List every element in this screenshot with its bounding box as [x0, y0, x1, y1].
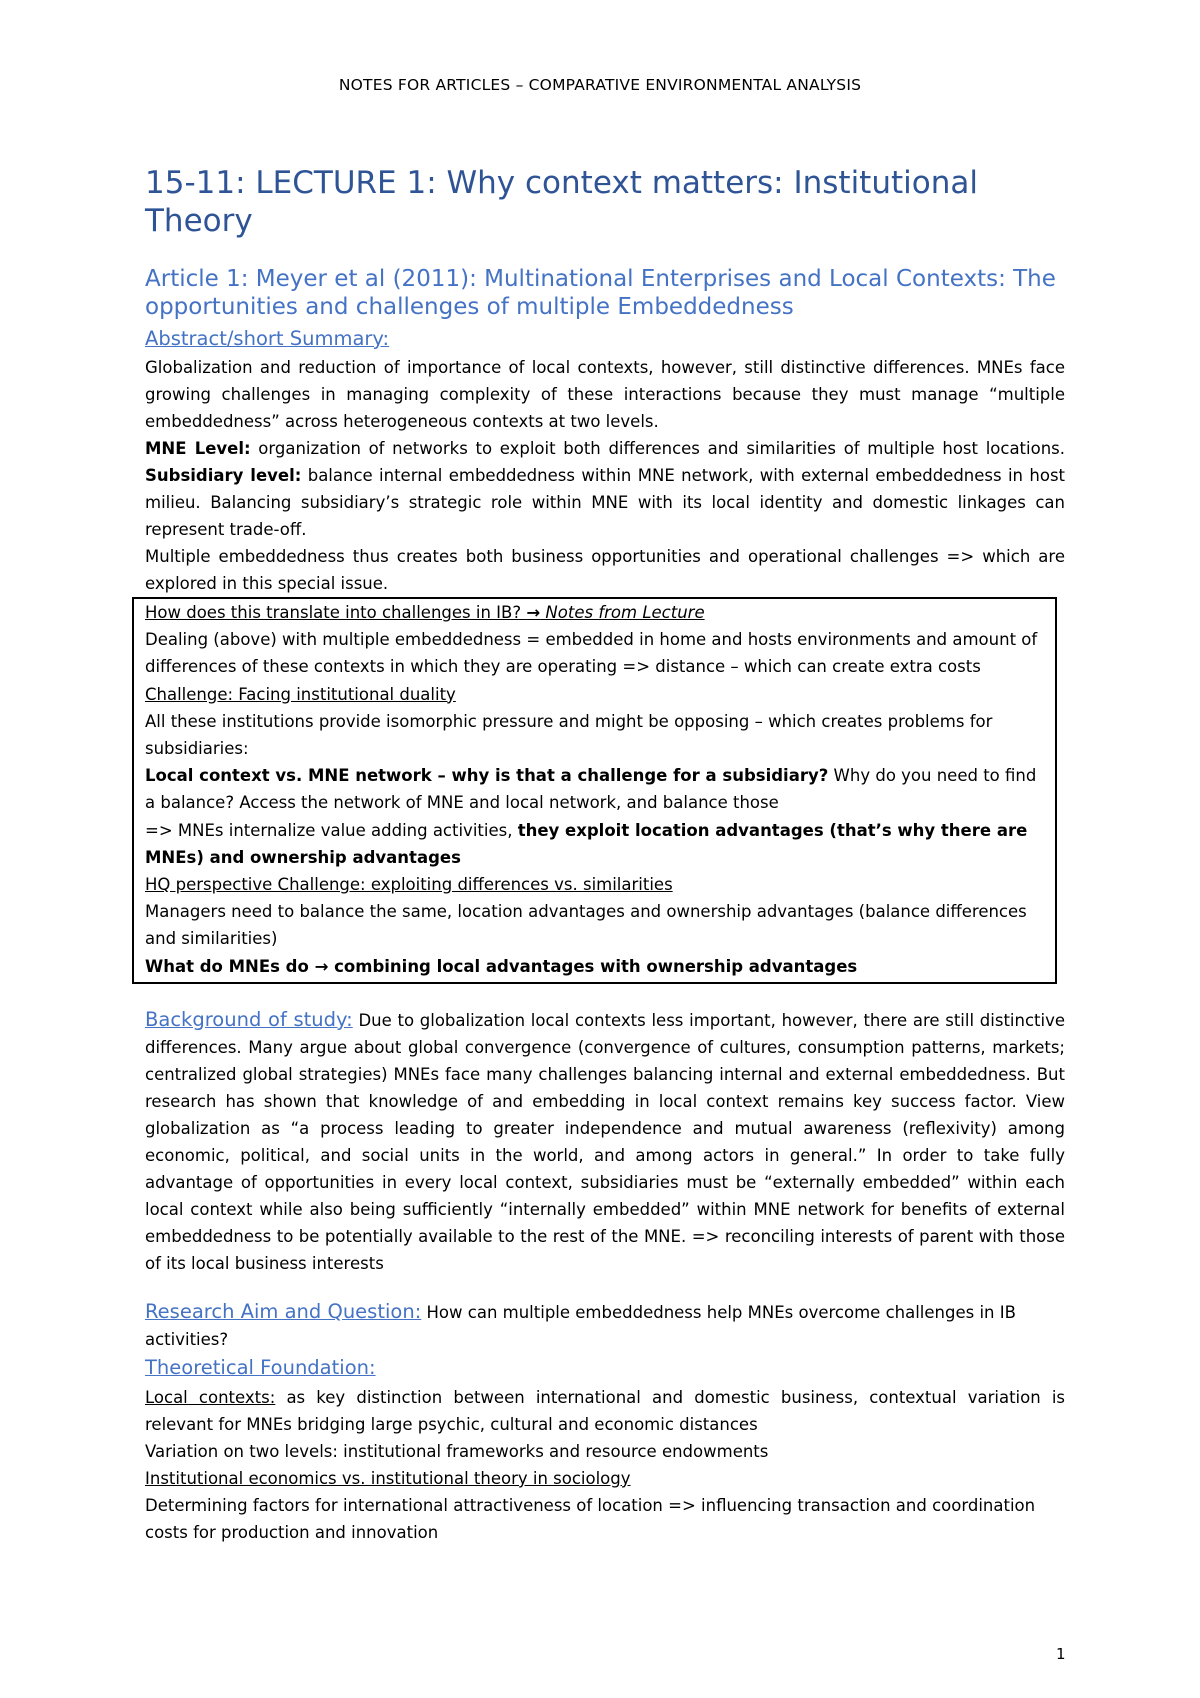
institutional-heading: Institutional economics vs. institutional theory in sociology: [145, 1468, 631, 1488]
research-heading: Research Aim and Question:: [145, 1299, 422, 1323]
box-combining-text: combining local advantages with ownership advantages: [328, 956, 858, 976]
lecture-title: 15-11: LECTURE 1: Why context matters: Institutional Theory: [145, 165, 978, 239]
box-paragraph-distance: Dealing (above) with multiple embeddedness = embedded in home and hosts environments and amount of differences of these contexts in which they are operating => distance – which can create extra costs: [145, 630, 1038, 677]
theory-heading: Theoretical Foundation:: [145, 1355, 376, 1379]
research-section: [145, 1298, 1065, 1353]
box-paragraph-internalize: [145, 817, 1045, 871]
box-challenge-duality: Challenge: Facing institutional duality: [145, 684, 456, 704]
box-local-context-text: Why do you need to find a balance? Access the network of MNE and local network, and balance those: [145, 766, 1037, 813]
abstract-heading: Abstract/short Summary:: [145, 327, 390, 350]
page-number: 1: [1056, 1645, 1066, 1663]
embeddedness-paragraph: Multiple embeddedness thus creates both business opportunities and operational challenges => which are explored in this special issue.: [145, 547, 1065, 593]
box-question-notes: Notes from Lecture: [540, 603, 705, 622]
box-internalize-bold: they exploit location advantages (that’s why there are MNEs) and ownership advantages: [145, 820, 1028, 867]
box-internalize-text: => MNEs internalize value adding activities,: [145, 820, 518, 840]
theory-section: [145, 1353, 1065, 1546]
research-text: How can multiple embeddedness help MNEs overcome challenges in IB activities?: [145, 1302, 1016, 1349]
box-paragraph-managers: Managers need to balance the same, location advantages and ownership advantages (balance differences and similarities): [145, 902, 1027, 949]
mne-level-label: MNE Level:: [145, 439, 251, 458]
abstract-section: [145, 325, 1065, 597]
background-text: Due to globalization local contexts less important, however, there are still distinctive differences. Many argue about global convergence (convergence of cultures, consumption patterns, markets; centralized global strategies) MNEs face many challenges balancing internal and external embeddedness. But research has shown that knowledge of and embedding in local context remains key success factor. View globalization as “a process leading to greater independence and mutual awareness (reflexivity) among economic, political, and social units in the world, and among actors in general.” In order to take fully advantage of opportunities in every local context, subsidiaries must be “externally embedded” within each local context while also being sufficiently “internally embedded” within MNE network for benefits of external embeddedness to be potentially available to the rest of the MNE. => reconciling interests of parent with those of its local business interests: [145, 1010, 1065, 1273]
local-contexts-label: Local contexts:: [145, 1387, 276, 1407]
box-paragraph-what-mnes-do: [145, 953, 1045, 980]
box-challenge-hq: HQ perspective Challenge: exploiting differences vs. similarities: [145, 875, 673, 895]
page-header: NOTES FOR ARTICLES – COMPARATIVE ENVIRONMENTAL ANALYSIS: [338, 76, 862, 94]
box-local-context-bold: Local context vs. MNE network – why is that a challenge for a subsidiary?: [145, 766, 829, 786]
local-contexts-paragraph: [145, 1384, 1065, 1438]
box-what-text: What do MNEs do: [145, 956, 315, 976]
box-paragraph-local-context: [145, 762, 1045, 816]
subsidiary-level-label: Subsidiary level:: [145, 466, 302, 485]
levels-paragraph: [145, 435, 1065, 543]
background-heading: Background of study:: [145, 1007, 353, 1031]
article-title: Article 1: Meyer et al (2011): Multinational Enterprises and Local Contexts: The opportunities and challenges of multiple Embeddedness: [145, 266, 1056, 320]
document-body: [145, 164, 1065, 1546]
determining-paragraph: Determining factors for international attractiveness of location => influencing transaction and coordination costs for production and innovation: [145, 1495, 1036, 1542]
box-question-text: How does this translate into challenges in IB?: [145, 603, 527, 622]
box-paragraph-isomorphic: All these institutions provide isomorphic pressure and might be opposing – which creates problems for subsidiaries:: [145, 711, 993, 759]
abstract-paragraph: Globalization and reduction of importance of local contexts, however, still distinctive differences. MNEs face growing challenges in managing complexity of these interactions because they must manage “multiple embeddedness” across heterogeneous contexts at two levels.: [145, 358, 1065, 431]
box-question: [145, 599, 1045, 626]
subsidiary-level-text: balance internal embeddedness within MNE network, with external embeddedness in host milieu. Balancing subsidiary’s strategic role within MNE with its local identity and domestic linkages can represent trade-off.: [145, 466, 1066, 539]
variation-paragraph: Variation on two levels: institutional frameworks and resource endowments: [145, 1441, 769, 1461]
mne-level-text: organization of networks to exploit both differences and similarities of multiple host locations.: [250, 439, 1065, 458]
local-contexts-text: as key distinction between international and domestic business, contextual variation is relevant for MNEs bridging large psychic, cultural and economic distances: [145, 1387, 1066, 1434]
arrow-icon: →: [526, 603, 541, 622]
lecture-notes-box: [132, 597, 1057, 984]
background-section: [145, 1006, 1065, 1277]
arrow-icon: →: [314, 956, 329, 976]
